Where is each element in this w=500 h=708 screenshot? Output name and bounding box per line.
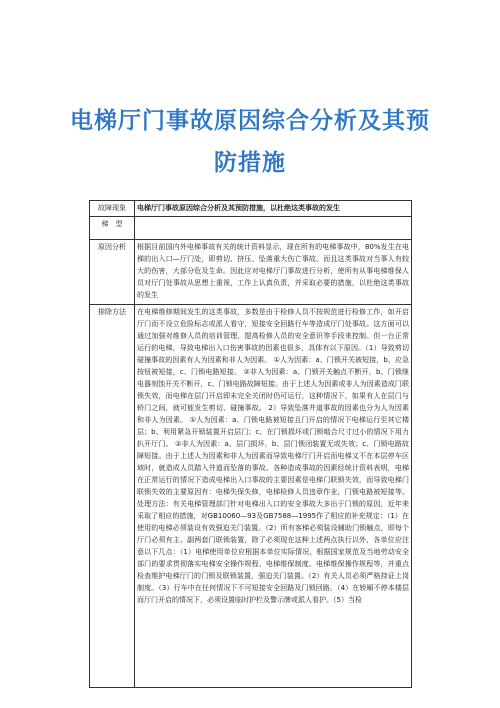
- row-label: 排除方法: [90, 305, 135, 688]
- row-value: 根据目前国内外电梯事故有关的统计资料显示，现在所有的电梯事故中，80%发生在电梯的出入口—厅门处，即剪切、挤压、坠落重大伤亡事故。而且这类事故对当事人有较大的伤害，大部分危及生命。因此应对电梯厅门事故进行分析，使所有从事电梯维保人员对厅门处事故从思想上重视，工作上认真负责，并采取必要的措施，以杜绝这类事故的发生: [135, 240, 412, 305]
- title-line-2: 防措施: [214, 150, 286, 176]
- row-label: 梯 型: [90, 217, 135, 240]
- row-value: 在电梯维修期间发生的这类事故，多数是由于检修人员不按规范进行检修工作，如开启厅门而不设立危险标志或派人看守，短接安全回路行车等造成厅门处事故。这方面可以通过加强对维修人员的培训管理，提高检修人员的安全意识等手段来控制。但一台正常运行的电梯，导致电梯出入口伤害事故的因素也很多，具体有以下原因。（1）导致剪切碰撞事故的因素有人为因素和非人为因素。 ①人为因素：a、门锁开关被短接，b、应急按钮被短接，c、门锁电路短接。 ②非人为因素：a、门锁开关触点不断开，b、门锁继电器刻蚀开关不断开，c、门锁电路故障短接。由于上述人为因素或非人为因素造成门联锁失效，而电梯在层门开启即未完全关闭时仍可运行，这种情况下，如果有人在层门与轿门之间，就可能发生剪切、碰撞事故。 2）导致坠落井道事故的因素也分为人为因素和非人为因素。 ①人为因素：a、门锁电路被短接且门开启的情况下电梯运行至其它楼层；b、利用紧急开锁装置开启层门；c、在门锁损坏或门锁啮合尺寸过小的情况下用力扒开厅门。 ②非人为因素：a、层门损坏，b、层门锁闭装置无或失效；c、门锁电路故障短接。由于上述人为因素和非人为因素而导致电梯厅门开启而电梯又不在本层停车区域时，就造成人员踏入井道而坠落的事故。各种造成事故的因素经统计资料表明，电梯在正常运行的情况下造成电梯出入口事故的主要因素是电梯门联锁失效，而导致电梯门联锁失效的主要原因有：电梯失保失修，电梯检修人员违章作业，门锁电路被短接等。处理方法：有关电梯管理部门针对电梯出入口的安全事故大多出于门锁的原因，近年来采取了相应的措施，对GB10060—93及GB7588—1995作了相应的补充规定：（1）在使用的电梯必须装设有效强迫关门装置。（2）所有客梯必须装设辅助门锁触点，即每个厅门必须有主、副两套门联锁装置，除了必须现在这种上述两点执行以外，各单位应注意以下几点：（1）电梯使用单位应根据本单位实际情况，根据国家规范及当地劳动安全部门的要求贯彻落实电梯安全操作规程、电梯维保制度、电梯维保操作规程等，并重点检查维护电梯厅门的门锁及联锁装置，强迫关门装置。（2）有关人员必须严格持证上岗制度。（3）行车中在任何情况下不可短接安全回路及门锁回路。（4）在轿厢不停本楼层而厅门开启的情况下，必须设置临时护栏及警示牌或派人看护。（5）当检: [135, 305, 412, 688]
- row-label: 原因分析: [90, 240, 135, 305]
- document-title: [40, 100, 460, 184]
- table-row-elevator-type: [90, 217, 412, 240]
- fault-info-table: [89, 200, 412, 688]
- row-label: 故障现象: [90, 201, 135, 217]
- row-value: [135, 217, 412, 240]
- table-row-solution: [90, 305, 412, 688]
- table-row-cause-analysis: [90, 240, 412, 305]
- table-row-fault-phenomenon: [90, 201, 412, 217]
- title-line-1: 电梯厅门事故原因综合分析及其预: [70, 108, 430, 134]
- row-value: 电梯厅门事故原因综合分析及其预防措施，以杜绝这类事故的发生: [135, 201, 412, 217]
